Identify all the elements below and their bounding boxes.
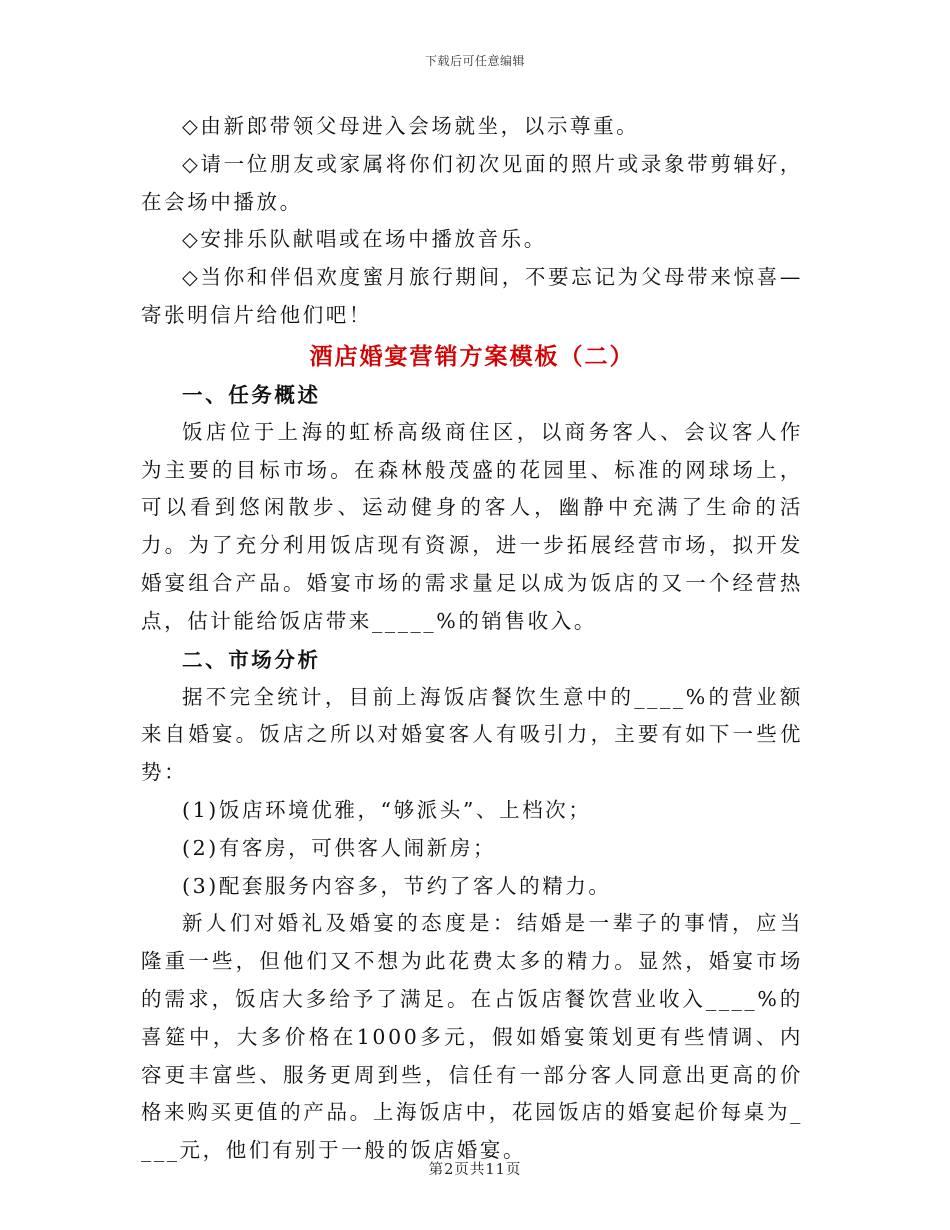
advantage-item-3: (3)配套服务内容多，节约了客人的精力。 (182, 873, 612, 898)
section1-paragraph: 饭店位于上海的虹桥高级商住区，以商务客人、会议客人作为主要的目标市场。在森林般茂盛的花园里、标准的网球场上，可以看到悠闲散步、运动健身的客人，幽静中充满了生命的活力。为了充分利用饭店现有资源，进一步拓展经营市场，拟开发婚宴组合产品。婚宴市场的需求量足以成为饭店的又一个经营热点，估计能给饭店带来_____%的销售收入。 (141, 419, 803, 633)
page-header: 下载后可任意编辑 (424, 54, 525, 68)
section-heading-2: 二、市场分析 (182, 647, 321, 672)
document-title: 酒店婚宴营销方案模板（二） (309, 342, 635, 370)
section2-paragraph-2: 新人们对婚礼及婚宴的态度是：结婚是一辈子的事情，应当隆重一些，但他们又不想为此花费太多的精力。显然，婚宴市场的需求，饭店大多给予了满足。在占饭店餐饮营业收入____%的喜筵中，大多价格在1000多元，假如婚宴策划更有些情调、内容更丰富些、服务更周到些，信任有一部分客人同意出更高的价格来购买更值的产品。上海饭店中，花园饭店的婚宴起价每桌为____元，他们有别于一般的饭店婚宴。 (141, 911, 803, 1163)
advantage-item-2: (2)有客房，可供客人闹新房； (182, 835, 497, 860)
intro-item-3: ◇安排乐队献唱或在场中播放音乐。 (182, 227, 547, 252)
intro-item-1: ◇由新郎带领父母进入会场就坐，以示尊重。 (182, 114, 640, 138)
section-heading-1: 一、任务概述 (182, 382, 321, 407)
intro-item-4: ◇当你和伴侣欢度蜜月旅行期间，不要忘记为父母带来惊喜—寄张明信片给他们吧！ (141, 265, 803, 327)
page-footer: 第2页共11页 (428, 1162, 522, 1178)
section2-paragraph-1: 据不完全统计，目前上海饭店餐饮生意中的____%的营业额来自婚宴。饭店之所以对婚宴客人有吸引力，主要有如下一些优势： (141, 684, 803, 785)
intro-item-2: ◇请一位朋友或家属将你们初次见面的照片或录象带剪辑好，在会场中播放。 (141, 151, 803, 214)
advantage-item-1: (1)饭店环境优雅，“够派头”、上档次； (182, 797, 592, 822)
document-body (141, 108, 803, 1170)
